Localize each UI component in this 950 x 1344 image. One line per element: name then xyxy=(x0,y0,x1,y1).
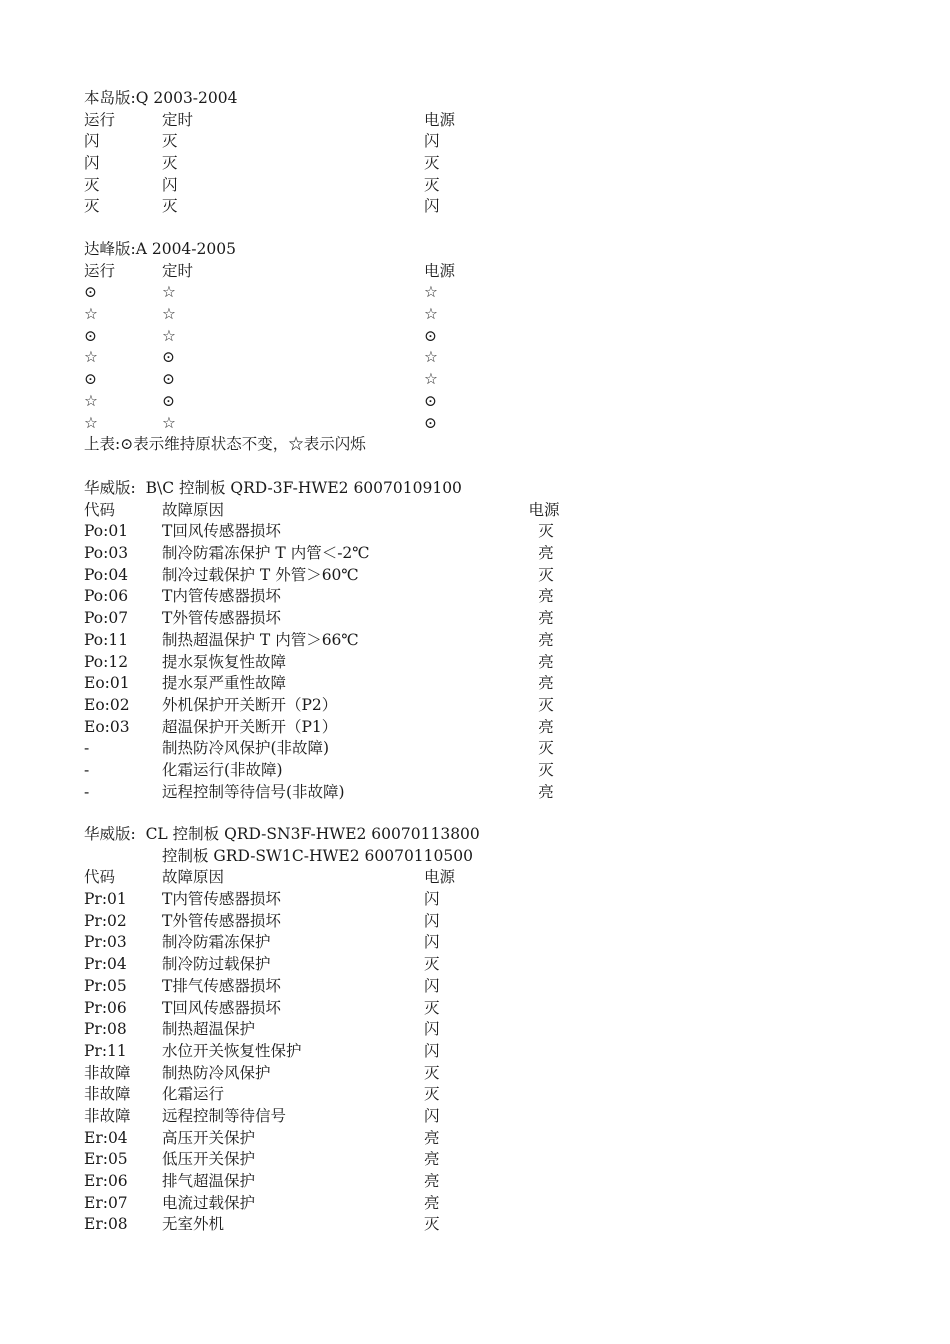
section-title: 本岛版:Q 2003-2004 xyxy=(84,89,238,107)
cell-power: 闪 xyxy=(424,197,440,216)
cell-cause: ☆ xyxy=(162,413,176,432)
cell-power: 闪 xyxy=(424,1020,440,1039)
cell-power: 灭 xyxy=(538,565,554,584)
cell-power: 灭 xyxy=(424,1063,440,1082)
header-timer: 定时 xyxy=(162,261,194,280)
cell-code: ☆ xyxy=(84,413,98,432)
section-title: 达峰版:A 2004-2005 xyxy=(84,240,236,258)
cell-code: Er:07 xyxy=(84,1193,128,1212)
cell-code: 非故障 xyxy=(84,1085,131,1104)
cell-code: Eo:03 xyxy=(84,717,130,736)
header-code: 代码 xyxy=(84,500,116,519)
cell-power: 亮 xyxy=(424,1172,440,1190)
cell-cause: T外管传感器损坏 xyxy=(162,911,281,930)
cell-power: 闪 xyxy=(424,1106,440,1125)
cell-cause: 制热超温保护 xyxy=(162,1020,256,1039)
cell-cause: 低压开关保护 xyxy=(162,1150,256,1169)
cell-power: 闪 xyxy=(424,933,440,952)
cell-code: - xyxy=(84,760,90,779)
header-power: 电源 xyxy=(424,868,456,887)
header-run: 运行 xyxy=(84,110,116,129)
cell-cause: 超温保护开关断开（P1） xyxy=(162,717,338,736)
cell-power: 亮 xyxy=(538,652,554,671)
cell-power: 灭 xyxy=(538,695,554,714)
cell-power: 亮 xyxy=(538,674,554,693)
header-power: 电源 xyxy=(424,261,456,280)
section-title: 华威版: B\C 控制板 QRD-3F-HWE2 60070109100 xyxy=(84,479,462,497)
cell-cause: T内管传感器损坏 xyxy=(162,587,281,606)
cell-cause: 灭 xyxy=(162,132,178,151)
cell-code: Po:04 xyxy=(84,565,129,584)
cell-cause: 电流过载保护 xyxy=(162,1193,256,1212)
cell-cause: 制冷防霜冻保护 T 内管＜-2℃ xyxy=(162,544,370,563)
cell-cause: 外机保护开关断开（P2） xyxy=(162,695,338,714)
header-cause: 故障原因 xyxy=(162,500,225,519)
cell-cause: 制冷防过载保护 xyxy=(162,955,271,974)
cell-code: ⊙ xyxy=(84,283,97,302)
cell-power: 灭 xyxy=(424,955,440,974)
cell-code: Po:12 xyxy=(84,652,129,671)
cell-power: 亮 xyxy=(424,1128,440,1147)
cell-cause: 水位开关恢复性保护 xyxy=(162,1041,302,1060)
cell-code: Er:06 xyxy=(84,1172,128,1190)
cell-code: Er:08 xyxy=(84,1215,128,1234)
cell-cause: ☆ xyxy=(162,305,176,324)
cell-code: Pr:04 xyxy=(84,955,127,974)
section-subtitle: 控制板 GRD-SW1C-HWE2 60070110500 xyxy=(162,846,473,865)
cell-power: 亮 xyxy=(424,1193,440,1212)
cell-power: 灭 xyxy=(424,998,440,1017)
cell-code: 灭 xyxy=(84,175,100,194)
cell-code: Pr:03 xyxy=(84,933,127,952)
cell-power: 亮 xyxy=(424,1150,440,1169)
cell-cause: 灭 xyxy=(162,197,178,216)
cell-cause: 提水泵严重性故障 xyxy=(162,674,287,693)
cell-cause: T回风传感器损坏 xyxy=(162,998,281,1017)
cell-cause: ☆ xyxy=(162,326,176,345)
cell-power: 亮 xyxy=(538,544,554,563)
cell-cause: 制热防冷风保护(非故障) xyxy=(162,739,330,758)
cell-cause: T外管传感器损坏 xyxy=(162,609,281,628)
cell-code: Po:06 xyxy=(84,587,129,606)
cell-cause: T内管传感器损坏 xyxy=(162,890,281,909)
header-power: 电源 xyxy=(528,500,560,519)
cell-cause: 制热超温保护 T 内管＞66℃ xyxy=(162,630,359,649)
cell-cause: 灭 xyxy=(162,154,178,173)
cell-cause: 制热防冷风保护 xyxy=(162,1063,271,1082)
cell-cause: 制冷防霜冻保护 xyxy=(162,933,271,952)
cell-code: Pr:01 xyxy=(84,890,127,909)
cell-power: 灭 xyxy=(538,739,554,758)
cell-power: 闪 xyxy=(424,1041,440,1060)
cell-code: Pr:06 xyxy=(84,998,127,1017)
cell-power: ⊙ xyxy=(424,391,437,410)
header-run: 运行 xyxy=(84,261,116,280)
cell-power: 亮 xyxy=(538,782,554,801)
cell-code: 非故障 xyxy=(84,1106,131,1125)
cell-code: ☆ xyxy=(84,348,98,367)
cell-cause: ⊙ xyxy=(162,348,175,367)
cell-power: ⊙ xyxy=(424,326,437,345)
cell-power: ☆ xyxy=(424,305,438,324)
cell-code: Pr:11 xyxy=(84,1041,127,1060)
cell-cause: 提水泵恢复性故障 xyxy=(162,652,287,671)
cell-code: Po:11 xyxy=(84,630,129,649)
cell-power: 亮 xyxy=(538,609,554,628)
cell-code: - xyxy=(84,782,90,801)
cell-cause: 远程控制等待信号(非故障) xyxy=(162,782,345,801)
cell-power: 亮 xyxy=(538,587,554,606)
cell-cause: 化霜运行 xyxy=(162,1085,225,1104)
cell-power: 灭 xyxy=(538,522,554,541)
cell-code: - xyxy=(84,739,90,758)
cell-power: 闪 xyxy=(424,132,440,151)
cell-cause: ⊙ xyxy=(162,370,175,389)
cell-code: Po:01 xyxy=(84,522,129,541)
legend-note: 上表:⊙表示维持原状态不变，☆表示闪烁 xyxy=(84,435,366,454)
cell-power: 闪 xyxy=(424,890,440,909)
cell-code: Pr:05 xyxy=(84,976,127,995)
cell-code: 非故障 xyxy=(84,1063,131,1082)
cell-cause: ⊙ xyxy=(162,391,175,410)
cell-code: Po:03 xyxy=(84,544,129,563)
cell-power: 灭 xyxy=(424,1085,440,1104)
cell-code: Pr:02 xyxy=(84,911,127,930)
cell-power: 灭 xyxy=(424,1215,440,1234)
cell-code: 闪 xyxy=(84,154,100,173)
cell-power: 闪 xyxy=(424,976,440,995)
cell-power: ☆ xyxy=(424,370,438,389)
cell-code: ⊙ xyxy=(84,326,97,345)
cell-power: ☆ xyxy=(424,348,438,367)
cell-cause: 远程控制等待信号 xyxy=(162,1106,287,1125)
cell-power: 闪 xyxy=(424,911,440,930)
cell-cause: 高压开关保护 xyxy=(162,1128,256,1147)
cell-power: ⊙ xyxy=(424,413,437,432)
cell-power: 亮 xyxy=(538,717,554,736)
cell-cause: ☆ xyxy=(162,283,176,302)
header-code: 代码 xyxy=(84,868,116,887)
cell-code: ☆ xyxy=(84,391,98,410)
cell-cause: 化霜运行(非故障) xyxy=(162,760,283,779)
cell-cause: T排气传感器损坏 xyxy=(162,976,281,995)
cell-power: 灭 xyxy=(424,154,440,173)
cell-code: Pr:08 xyxy=(84,1020,127,1039)
cell-power: 灭 xyxy=(424,175,440,194)
cell-code: ☆ xyxy=(84,305,98,324)
cell-code: Er:05 xyxy=(84,1150,128,1169)
header-power: 电源 xyxy=(424,110,456,129)
cell-code: Er:04 xyxy=(84,1128,128,1147)
cell-code: ⊙ xyxy=(84,370,97,389)
cell-power: ☆ xyxy=(424,283,438,302)
cell-code: Eo:01 xyxy=(84,674,130,693)
cell-code: Po:07 xyxy=(84,609,129,628)
cell-code: 闪 xyxy=(84,132,100,151)
cell-cause: 排气超温保护 xyxy=(162,1172,256,1190)
header-timer: 定时 xyxy=(162,110,194,129)
section-title: 华威版: CL 控制板 QRD-SN3F-HWE2 60070113800 xyxy=(84,825,480,843)
cell-power: 亮 xyxy=(538,630,554,649)
cell-cause: 闪 xyxy=(162,175,178,194)
header-cause: 故障原因 xyxy=(162,868,225,887)
cell-code: 灭 xyxy=(84,197,100,216)
cell-cause: 制冷过载保护 T 外管＞60℃ xyxy=(162,565,359,584)
cell-power: 灭 xyxy=(538,760,554,779)
cell-cause: T回风传感器损坏 xyxy=(162,522,281,541)
cell-cause: 无室外机 xyxy=(162,1215,225,1234)
cell-code: Eo:02 xyxy=(84,695,130,714)
